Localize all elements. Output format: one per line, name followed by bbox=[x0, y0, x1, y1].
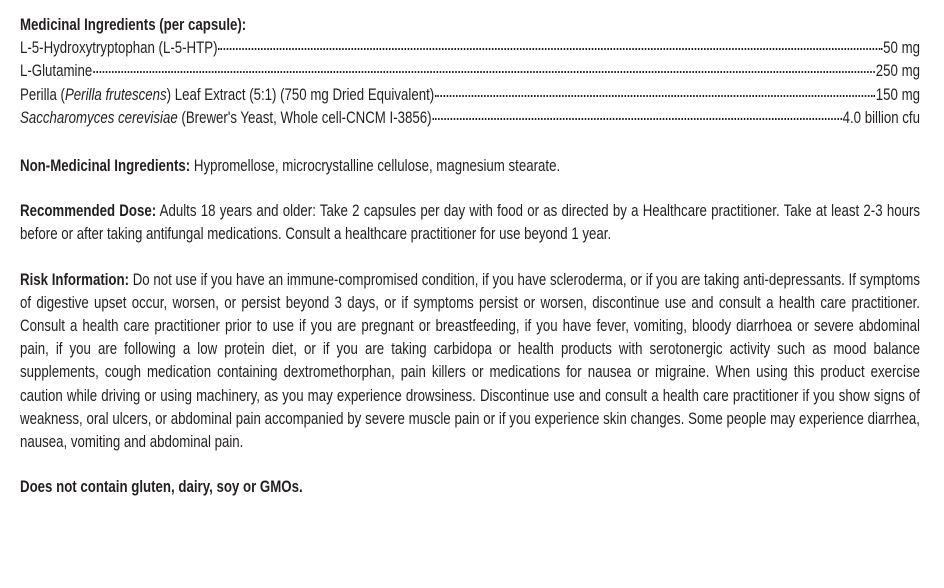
non-medicinal-label: Non-Medicinal Ingredients: bbox=[20, 156, 191, 176]
non-medicinal-ingredients bbox=[20, 154, 920, 177]
dot-leader bbox=[435, 95, 875, 97]
risk-information bbox=[20, 268, 920, 454]
allergen-statement bbox=[20, 475, 920, 498]
ingredient-amount: 4.0 billion cfu bbox=[842, 107, 920, 127]
recommended-dose-label: Recommended Dose: bbox=[20, 201, 157, 221]
risk-information-text: Do not use if you have an immune-compromised condition, if you have scleroderma, or if you are taking anti-depressants. If symptoms of digestive upset occur, worsen, or persist beyond 3 days, or if symptoms persist or worsen, discontinue use and consult a health care practitioner. Consult a health care practitioner prior to use if you are pregnant or breastfeeding, if you have fever, vomiting, bloody diarrhoea or severe abdominal pain, if you are following a low protein diet, or if you are taking carbidopa or health products with serotonergic activity such as mood balance supplements, cough medication containing dextromethorphan, pain killers or medications for nausea or migraine. When using this product exercise caution while driving or using machinery, as you may experience drowsiness. Discontinue use and consult a health care practitioner if you show signs of weakness, oral ulcers, or abdominal pain accompanied by severe muscle pain or if you experience skin changes. Some people may experience diarrhea, nausea, vomiting and abdominal pain. bbox=[20, 269, 920, 452]
dot-leader bbox=[432, 118, 841, 120]
ingredient-row bbox=[20, 83, 920, 106]
medicinal-ingredients-list bbox=[20, 36, 920, 129]
risk-information-label: Risk Information: bbox=[20, 269, 130, 289]
ingredient-name: Perilla (Perilla frutescens) Leaf Extract (5:1) (750 mg Dried Equivalent) bbox=[20, 84, 435, 104]
ingredient-row bbox=[20, 106, 920, 129]
ingredient-row bbox=[20, 36, 920, 59]
allergen-statement-text: Does not contain gluten, dairy, soy or GMOs. bbox=[20, 477, 303, 497]
medicinal-ingredients-heading: Medicinal Ingredients (per capsule): bbox=[20, 15, 247, 34]
ingredient-name: L-Glutamine bbox=[20, 61, 93, 81]
dot-leader bbox=[218, 48, 882, 50]
ingredient-name: Saccharomyces cerevisiae (Brewer's Yeast, Whole cell-CNCM I-3856) bbox=[20, 107, 432, 127]
ingredient-amount: 250 mg bbox=[875, 61, 920, 81]
dot-leader bbox=[93, 71, 875, 73]
ingredient-name: L-5-Hydroxytryptophan (L-5-HTP) bbox=[20, 38, 218, 58]
label-content bbox=[20, 13, 920, 498]
non-medicinal-text: Hypromellose, microcrystalline cellulose, magnesium stearate. bbox=[190, 156, 561, 176]
ingredient-row bbox=[20, 59, 920, 82]
recommended-dose-text: Adults 18 years and older: Take 2 capsules per day with food or as directed by a Healthcare practitioner. Take at least 2-3 hours before or after taking antifungal medications. Consult a healthcare practitioner for use beyond 1 year. bbox=[20, 201, 920, 244]
recommended-dose bbox=[20, 199, 920, 245]
product-label-document bbox=[20, 13, 920, 498]
ingredient-amount: 150 mg bbox=[875, 84, 920, 104]
ingredient-amount: 50 mg bbox=[883, 38, 920, 58]
